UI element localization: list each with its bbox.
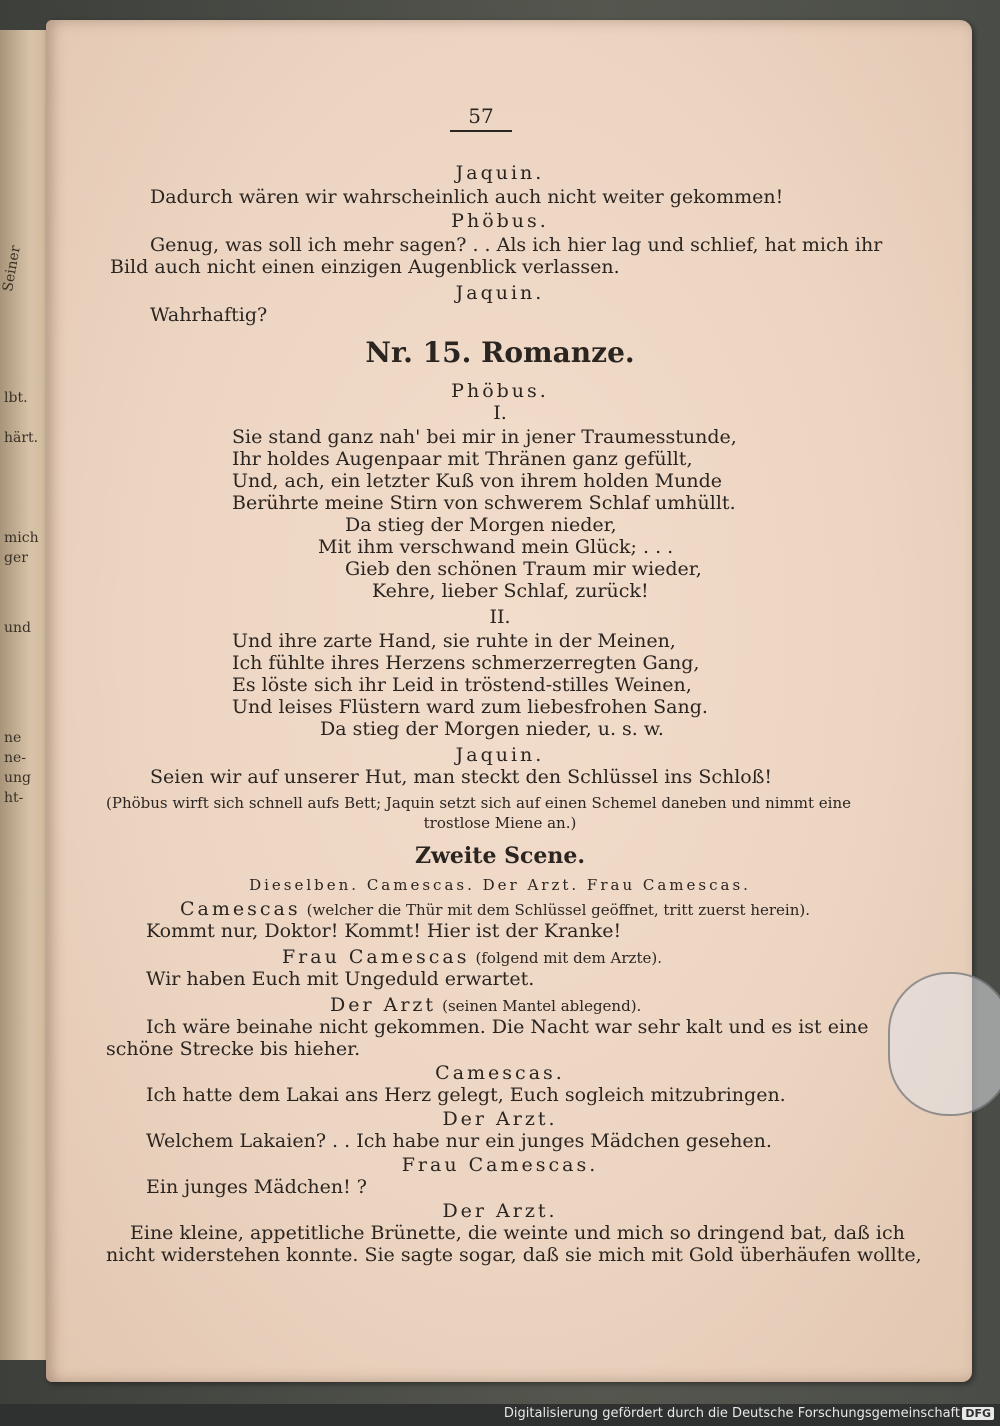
left-fragment: und — [4, 620, 31, 636]
dialogue-line: Bild auch nicht einen einzigen Augenblick verlassen. — [110, 256, 620, 278]
verse-line: Es löste sich ihr Leid in tröstend-stilles Weinen, — [232, 674, 692, 696]
left-fragment: Seiner — [0, 244, 24, 293]
song-singer: Phöbus. — [451, 380, 549, 402]
left-fragment: ger — [4, 550, 28, 566]
stage-direction: (welcher die Thür mit dem Schlüssel geöffnet, tritt zuerst herein). — [306, 901, 810, 919]
dialogue-line: schöne Strecke bis hieher. — [106, 1038, 361, 1060]
verse-number: I. — [493, 402, 507, 424]
song-heading: Nr. 15. Romanze. — [365, 336, 635, 369]
speaker-label: Der Arzt. — [442, 1108, 558, 1130]
dialogue-line: Ein junges Mädchen! ? — [146, 1176, 367, 1198]
dialogue-line: Wahrhaftig? — [150, 304, 268, 326]
dialogue-line: Eine kleine, appetitliche Brünette, die weinte und mich so dringend bat, daß ich — [130, 1222, 905, 1244]
stage-direction: (folgend mit dem Arzte). — [475, 949, 662, 967]
dialogue-line: Ich hatte dem Lakai ans Herz gelegt, Euch sogleich mitzubringen. — [146, 1084, 786, 1106]
speaker-label: Jaquin. — [455, 162, 545, 184]
verse-line: Und leises Flüstern ward zum liebesfrohen Sang. — [232, 696, 708, 718]
footer-credit: Digitalisierung gefördert durch die Deutsche Forschungsgemeinschaft — [503, 1406, 960, 1421]
speaker-label: Der Arzt — [330, 994, 437, 1016]
left-fragment: mich — [4, 530, 39, 546]
dialogue-line: Welchem Lakaien? . . Ich habe nur ein junges Mädchen gesehen. — [146, 1130, 772, 1152]
left-fragment: lbt. — [4, 390, 28, 406]
verse-line: Gieb den schönen Traum mir wieder, — [345, 558, 702, 580]
verse-line: Und, ach, ein letzter Kuß von ihrem holden Munde — [232, 470, 723, 492]
footer-bar — [0, 1404, 1000, 1426]
verse-number: II. — [489, 606, 511, 628]
verse-line: Berührte meine Stirn von schwerem Schlaf umhüllt. — [232, 492, 736, 514]
left-fragment: ne — [4, 730, 22, 746]
speaker-label: Phöbus. — [451, 210, 549, 232]
verse-line: Mit ihm verschwand mein Glück; . . . — [318, 536, 674, 558]
verse-line: Ich fühlte ihres Herzens schmerzerregten Gang, — [232, 652, 700, 674]
left-fragment: ung — [4, 770, 31, 786]
speaker-label: Camescas — [180, 898, 301, 920]
dfg-logo: DFG — [962, 1407, 994, 1420]
dialogue-line: Kommt nur, Doktor! Kommt! Hier ist der Kranke! — [146, 920, 622, 942]
left-fragment: ht- — [4, 790, 24, 806]
speaker-label: Frau Camescas. — [401, 1154, 599, 1176]
speaker-label: Jaquin. — [455, 744, 545, 766]
clip-tab — [888, 972, 1000, 1116]
speaker-label: Der Arzt. — [442, 1200, 558, 1222]
stage-direction: (Phöbus wirft sich schnell aufs Bett; Jaquin setzt sich auf einen Schemel daneben und nimmt eine — [106, 794, 852, 812]
verse-line: Sie stand ganz nah' bei mir in jener Traumesstunde, — [232, 426, 737, 448]
verse-line: Da stieg der Morgen nieder, u. s. w. — [320, 718, 664, 740]
stage-direction: (seinen Mantel ablegend). — [442, 997, 642, 1015]
verse-line: Kehre, lieber Schlaf, zurück! — [372, 580, 649, 602]
verse-line: Da stieg der Morgen nieder, — [345, 514, 617, 536]
dialogue-line: nicht widerstehen konnte. Sie sagte sogar, daß sie mich mit Gold überhäufen wollte, — [106, 1244, 922, 1266]
scene-cast: Dieselben. Camescas. Der Arzt. Frau Camescas. — [249, 876, 751, 894]
scene-heading: Zweite Scene. — [414, 843, 586, 869]
dialogue-line: Genug, was soll ich mehr sagen? . . Als ich hier lag und schlief, hat mich ihr — [150, 234, 883, 256]
dialogue-line: Ich wäre beinahe nicht gekommen. Die Nacht war sehr kalt und es ist eine — [146, 1016, 869, 1038]
speaker-label: Camescas. — [435, 1062, 565, 1084]
verse-line: Ihr holdes Augenpaar mit Thränen ganz gefüllt, — [232, 448, 693, 470]
speaker-label: Jaquin. — [455, 282, 545, 304]
left-fragment: ne- — [4, 750, 27, 766]
speaker-label: Frau Camescas — [282, 946, 470, 968]
stage-direction: trostlose Miene an.) — [423, 814, 577, 832]
page-number: 57 — [450, 104, 512, 132]
dialogue-line: Dadurch wären wir wahrscheinlich auch nicht weiter gekommen! — [150, 186, 784, 208]
dialogue-line: Wir haben Euch mit Ungeduld erwartet. — [146, 968, 535, 990]
dialogue-line: Seien wir auf unserer Hut, man steckt den Schlüssel ins Schloß! — [150, 766, 773, 788]
left-fragment: härt. — [4, 430, 39, 446]
verse-line: Und ihre zarte Hand, sie ruhte in der Meinen, — [232, 630, 676, 652]
